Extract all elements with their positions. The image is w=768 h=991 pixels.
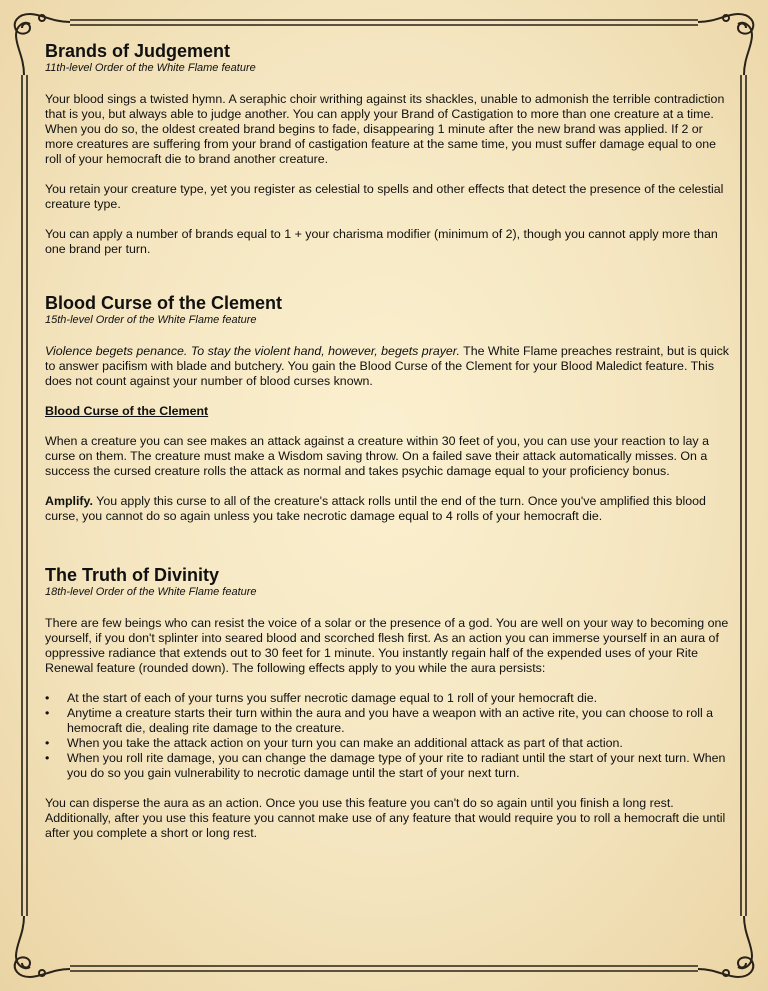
intro-text: The White Flame preaches restraint, but is quick to answer pacifism with blade and butchery. You gain the Blood Curse of the Clement for your Blood Maledict feature. This does not count against your number of blood curses known. [45, 344, 729, 388]
bullet-icon: • [45, 706, 50, 720]
section-title: The Truth of Divinity [45, 565, 219, 585]
curse-text: When a creature you can see makes an attack against a creature within 30 feet of you, you can use your reaction to lay a curse on them. The creature must make a Wisdom saving throw. On a failed save their attack automatically misses. On a success the cursed creature rolls the attack as normal and takes psychic damage equal to your proficiency bonus. [45, 434, 709, 478]
list-item: • When you roll rite damage, you can change the damage type of your rite to radiant until the start of your next turn. When you do so you gain vulnerability to necrotic damage until the start of your next turn. [45, 751, 726, 780]
corner-flourish-icon [15, 916, 70, 977]
bullet-icon: • [45, 736, 50, 750]
section-blood-curse-of-the-clement [45, 292, 731, 524]
amplify-text: You apply this curse to all of the creature's attack rolls until the end of the turn. Once you've amplified this blood curse, you cannot do so again unless you take necrotic damage equal to 4 rolls of your hemocraft die. [45, 494, 706, 523]
bullet-icon: • [45, 691, 50, 705]
list-item: • Anytime a creature starts their turn within the aura and you have a weapon with an active rite, you can choose to roll a hemocraft die, dealing rite damage to the creature. [45, 706, 714, 735]
list-item: • When you take the attack action on your turn you can make an additional attack as part of that action. [45, 736, 623, 750]
corner-flourish-icon [698, 916, 753, 977]
section-subtitle: 15th-level Order of the White Flame feature [45, 314, 257, 326]
section-truth-of-divinity [45, 564, 731, 841]
paragraph: Your blood sings a twisted hymn. A seraphic choir writhing against its shackles, unable to admonish the terrible contradiction that is you, but always able to judge another. You can apply your Brand of Castigation to more than one creature at a time. When you do so, the oldest created brand begins to fade, disappearing 1 minute after the new brand was applied. If 2 or more creatures are suffering from your brand of castigation feature at the same time, you must suffer damage equal to one roll of your hemocraft die to brand another creature. [45, 92, 725, 166]
list-item: • At the start of each of your turns you suffer necrotic damage equal to 1 roll of your hemocraft die. [45, 691, 598, 705]
effects-list [45, 691, 731, 781]
section-subtitle: 11th-level Order of the White Flame feature [45, 62, 256, 74]
intro-italic: Violence begets penance. To stay the violent hand, however, begets prayer. [45, 344, 460, 358]
intro-paragraph [45, 344, 731, 389]
amplify-paragraph [45, 494, 731, 524]
paragraph: There are few beings who can resist the voice of a solar or the presence of a god. You are well on your way to becoming one yourself, if you don't splinter into seared blood and scorched flesh first. As an action you can immerse yourself in an aura of oppressive radiance that extends out to 30 feet for 1 minute. You instantly regain half of the expended uses of your Rite Renewal feature (rounded down). The following effects apply to you while the aura persists: [45, 616, 729, 675]
closing-paragraph: You can disperse the aura as an action. Once you use this feature you can't do so again until you finish a long rest. Additionally, after you use this feature you cannot make use of any feature that would require you to roll a hemocraft die until after you complete a short or long rest. [45, 796, 726, 840]
section-subtitle: 18th-level Order of the White Flame feature [45, 586, 257, 598]
curse-title: Blood Curse of the Clement [45, 404, 209, 418]
bullet-icon: • [45, 751, 50, 765]
paragraph: You can apply a number of brands equal to 1 + your charisma modifier (minimum of 2), though you cannot apply more than one brand per turn. [45, 227, 718, 256]
amplify-label: Amplify. [45, 494, 93, 508]
section-title: Brands of Judgement [45, 41, 231, 61]
paragraph: You retain your creature type, yet you register as celestial to spells and other effects that detect the presence of the celestial creature type. [45, 182, 724, 211]
page-content [45, 40, 731, 863]
section-brands-of-judgement [45, 40, 731, 257]
section-title: Blood Curse of the Clement [45, 293, 283, 313]
